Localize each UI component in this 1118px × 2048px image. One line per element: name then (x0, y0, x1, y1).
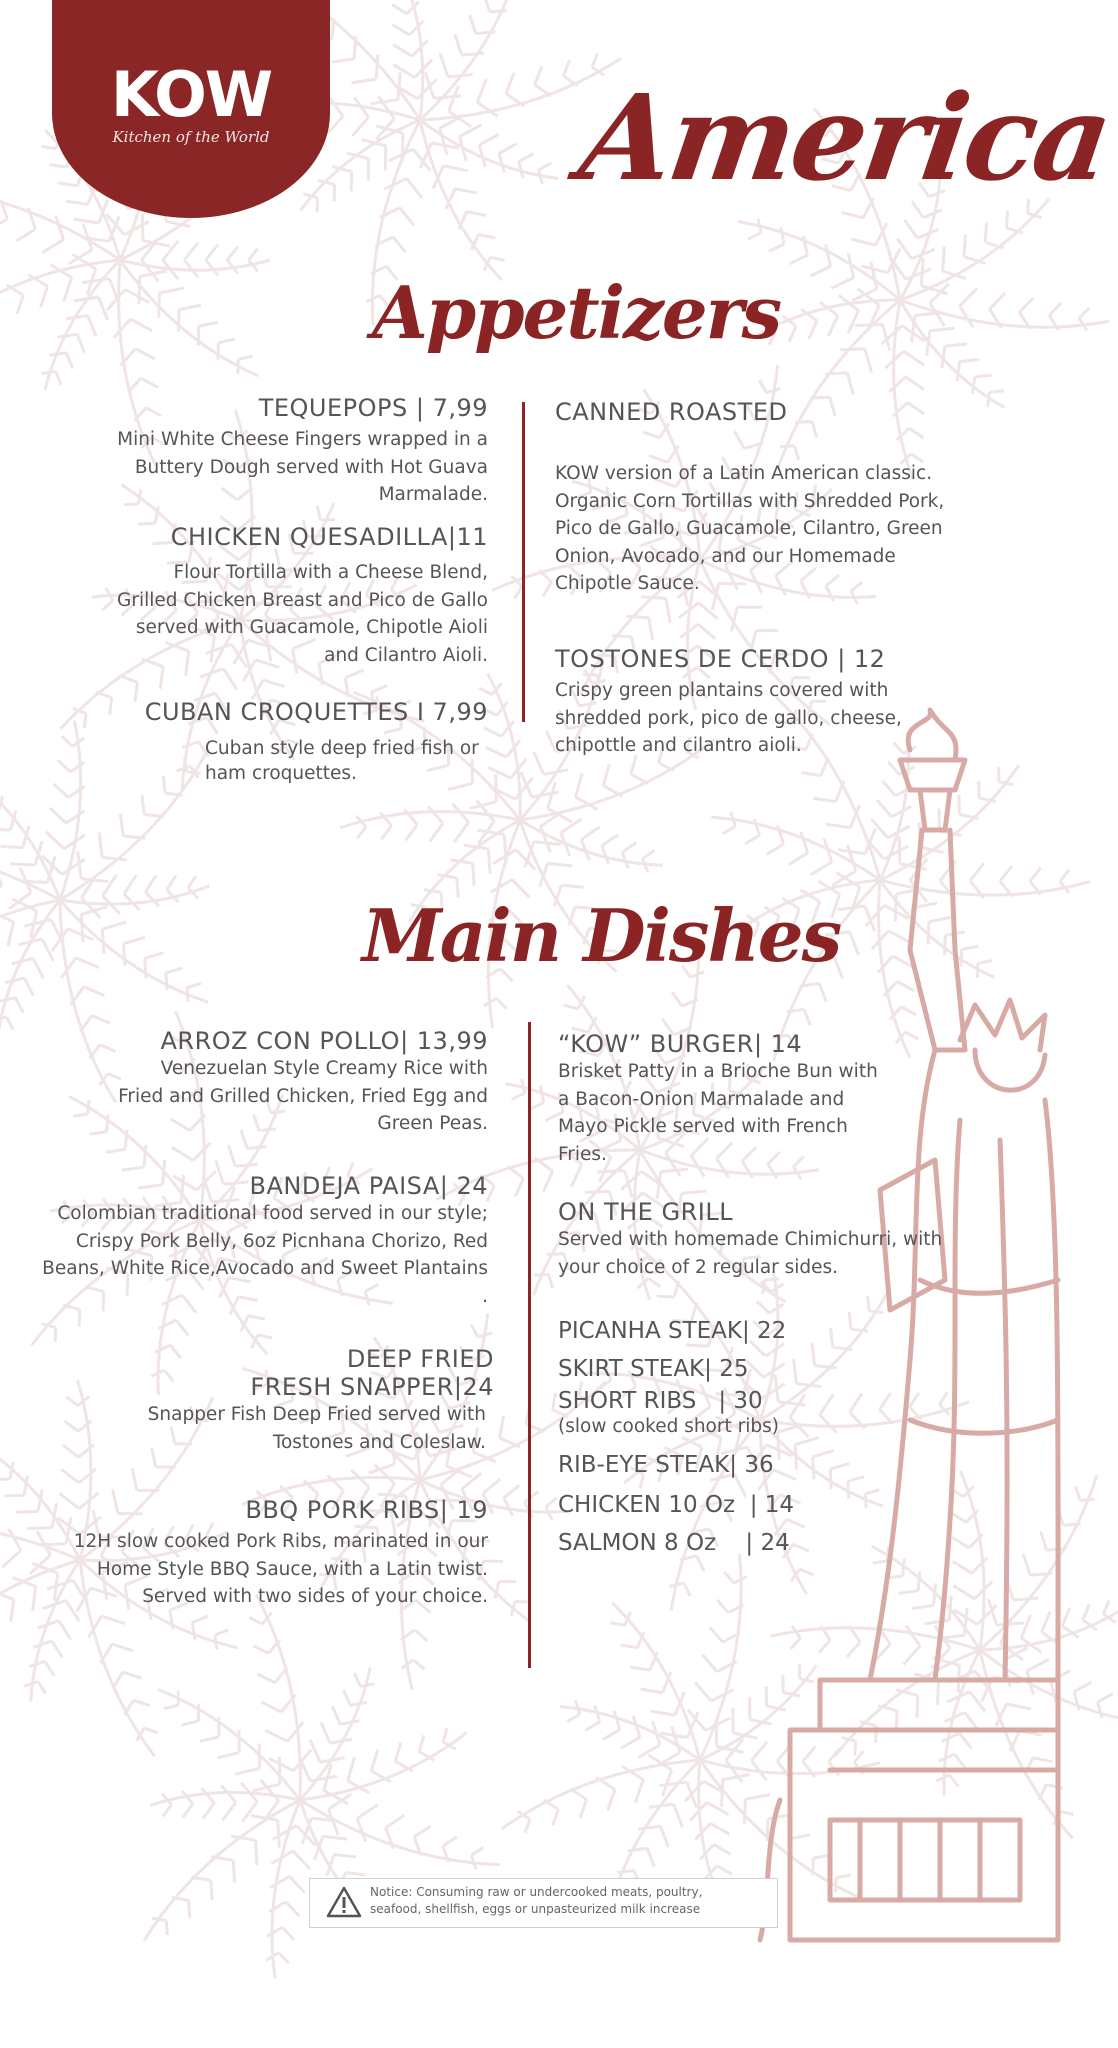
kow-logo (52, 0, 330, 225)
notice-line-1: Notice: Consuming raw or undercooked meats, poultry, (370, 1885, 703, 1899)
grill-item-chicken: CHICKEN 10 Oz | 14 (558, 1492, 795, 1518)
item-description: Brisket Patty in a Brioche Bun with a Bacon-Onion Marmalade and Mayo Pickle served with French Fries. (558, 1061, 878, 1165)
menu-item-tostones-de-cerdo (555, 645, 975, 760)
menu-item-chicken-quesadilla (110, 523, 488, 669)
grill-item-rib-eye: RIB-EYE STEAK| 36 (558, 1452, 774, 1478)
menu-item-bandeja-paisa (40, 1172, 488, 1310)
item-description: Flour Tortilla with a Cheese Blend, Grilled Chicken Breast and Pico de Gallo served with Guacamole, Chipotle Aioli and Cilantro Aioli. (117, 562, 488, 666)
item-name: “KOW” BURGER| 14 (558, 1030, 803, 1058)
palm-leaflet (1083, 1604, 1097, 1630)
menu-item-cuban-croquettes (120, 698, 488, 786)
palm-leaflet (1058, 1509, 1080, 1525)
grill-item-salmon: SALMON 8 Oz | 24 (558, 1530, 790, 1556)
item-description: KOW version of a Latin American classic. Organic Corn Tortillas with Shredded Pork, Pico de Gallo, Guacamole, Cilantro, Green Onion, Avocado, and our Homemade Chipotle Sauce. (555, 463, 945, 594)
item-description: Colombian traditional food served in our style; Crispy Pork Belly, 6oz Picnhana Chorizo, Red Beans, White Rice,Avocado and Sweet Plantains . (42, 1203, 488, 1307)
grill-item-short-ribs: SHORT RIBS | 30 (558, 1388, 763, 1414)
main-dishes-divider (528, 1022, 531, 1668)
item-name-line1: DEEP FRIED (346, 1345, 494, 1373)
item-name-line2: FRESH SNAPPER|24 (250, 1373, 494, 1401)
grill-item-short-ribs-note: (slow cooked short ribs) (558, 1416, 779, 1437)
appetizers-heading: Appetizers (372, 270, 781, 355)
grill-options-list (558, 1318, 794, 1568)
menu-item-tequepops (60, 394, 488, 509)
item-description: Cuban style deep fried fish or ham croquettes. (205, 738, 479, 784)
menu-item-deep-fried-snapper (110, 1345, 494, 1456)
item-name: CANNED ROASTED (555, 398, 788, 426)
item-name: CUBAN CROQUETTES I 7,99 (144, 698, 488, 726)
notice-text (370, 1884, 702, 1918)
page-title: America (572, 68, 1118, 207)
menu-item-kow-burger (558, 1030, 938, 1168)
item-name: ON THE GRILL (558, 1198, 734, 1226)
menu-item-arroz-con-pollo (110, 1027, 488, 1138)
item-name: BANDEJA PAISA| 24 (249, 1172, 488, 1200)
notice-line-2: seafood, shellfish, eggs or unpasteurized milk increase (370, 1902, 701, 1916)
item-description: Served with homemade Chimichurri, with your choice of 2 regular sides. (558, 1229, 943, 1278)
item-description: Mini White Cheese Fingers wrapped in a Buttery Dough served with Hot Guava Marmalade. (117, 429, 488, 505)
item-name: BBQ PORK RIBS| 19 (245, 1496, 488, 1524)
warning-triangle-icon (326, 1885, 362, 1919)
palm-leaflet (1079, 308, 1089, 331)
main-dishes-heading: Main Dishes (362, 893, 841, 978)
item-description: Crispy green plantains covered with shredded pork, pico de gallo, cheese, chipottle and cilantro aioli. (555, 680, 902, 756)
menu-item-canned-roasted (555, 398, 975, 598)
appetizers-divider (522, 402, 525, 722)
item-name: TEQUEPOPS | 7,99 (258, 394, 488, 422)
logo-tagline: Kitchen of the World (112, 128, 270, 146)
item-description: Venezuelan Style Creamy Rice with Fried and Grilled Chicken, Fried Egg and Green Peas. (118, 1058, 488, 1134)
item-description: Snapper Fish Deep Fried served with Tostones and Coleslaw. (147, 1404, 486, 1453)
item-name: TOSTONES DE CERDO | 12 (555, 645, 886, 673)
grill-item-picanha: PICANHA STEAK| 22 (558, 1318, 787, 1344)
consumer-advisory-notice (309, 1878, 778, 1928)
item-name: ARROZ CON POLLO| 13,99 (160, 1027, 488, 1055)
item-description: 12H slow cooked Pork Ribs, marinated in our Home Style BBQ Sauce, with a Latin twist. Served with two sides of your choice. (73, 1531, 488, 1607)
logo-wordmark: KOW (110, 58, 272, 131)
item-name: CHICKEN QUESADILLA|11 (170, 523, 488, 551)
menu-item-bbq-pork-ribs (50, 1496, 488, 1611)
grill-item-skirt-steak: SKIRT STEAK| 25 (558, 1356, 749, 1382)
menu-item-on-the-grill (558, 1198, 958, 1281)
